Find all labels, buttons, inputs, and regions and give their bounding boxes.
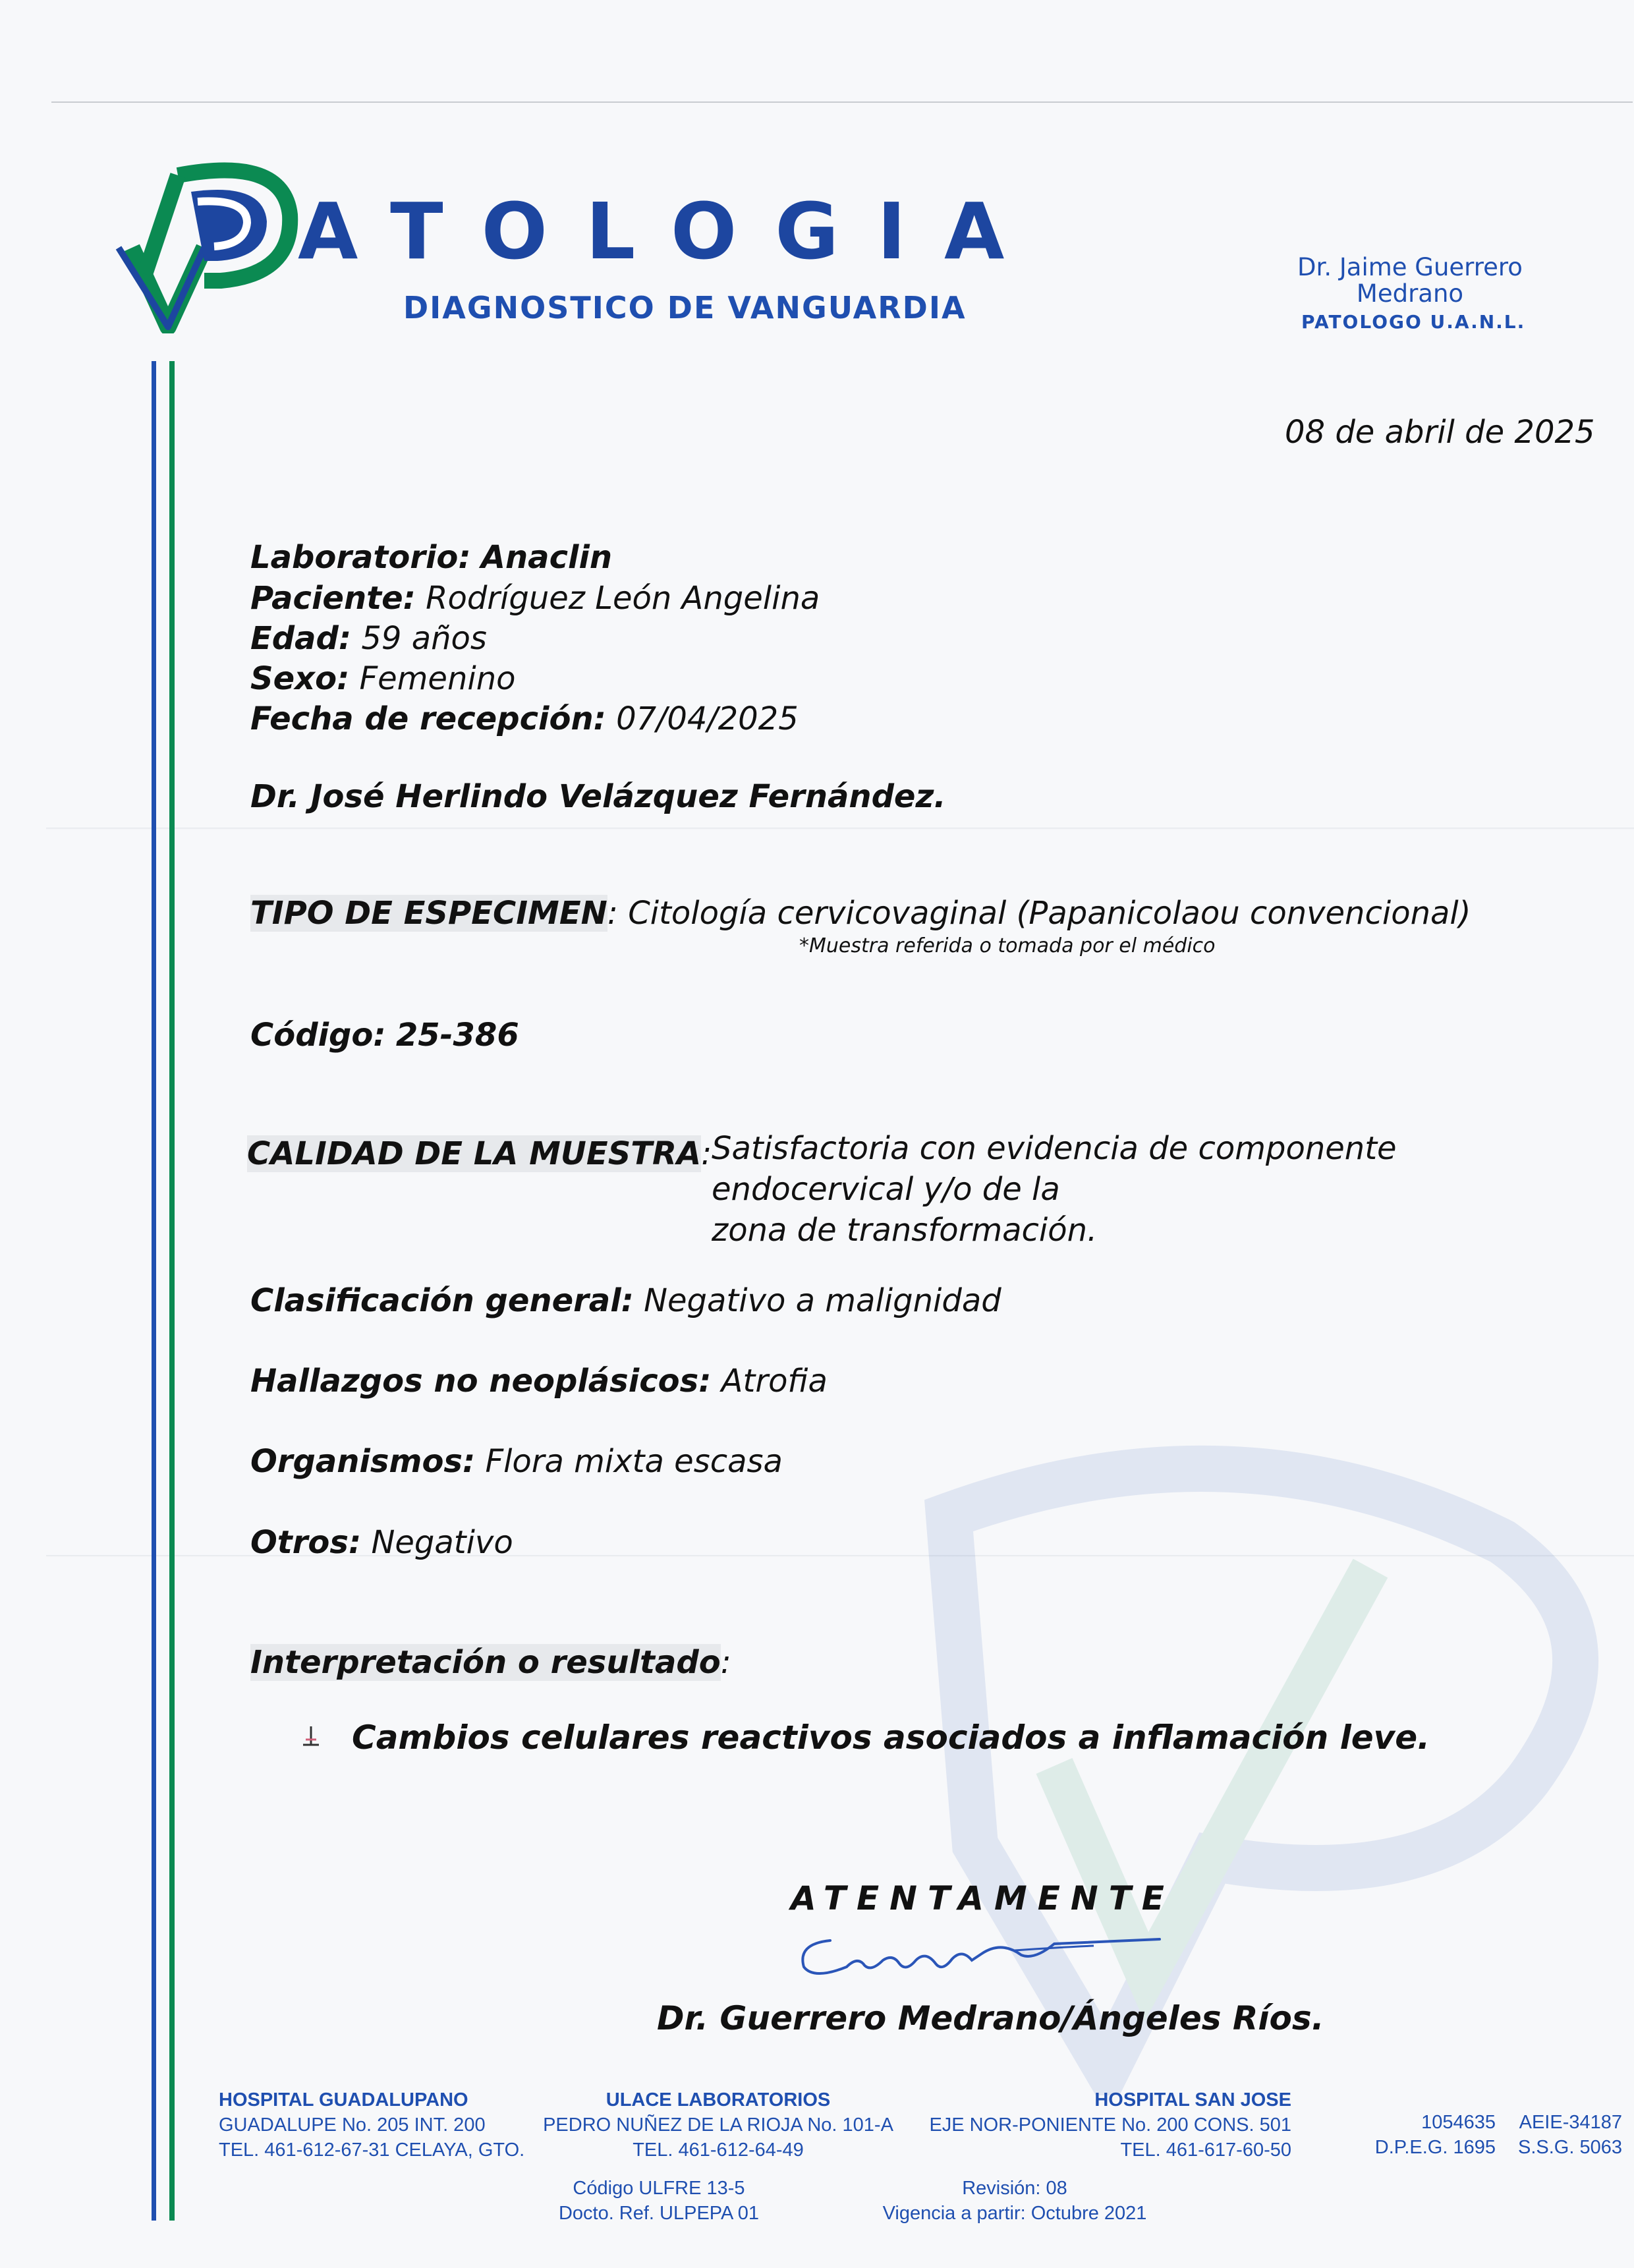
non-neoplastic-row (250, 1361, 828, 1402)
quality-label: CALIDAD DE LA MUESTRA (247, 1135, 702, 1172)
hospital2-address: EJE NOR-PONIENTE No. 200 CONS. 501 (929, 2114, 1291, 2136)
lab-row (250, 537, 612, 578)
referring-doctor-row (250, 776, 946, 817)
others-value: Negativo (371, 1524, 513, 1561)
hospital1-address: GUADALUPE No. 205 INT. 200 (219, 2114, 486, 2136)
hospital2-name: HOSPITAL SAN JOSE (1094, 2089, 1291, 2111)
reception-row (250, 698, 799, 739)
hospital1-phone: TEL. 461-612-67-31 CELAYA, GTO. (219, 2140, 525, 2161)
footer-revision (876, 2176, 1153, 2226)
non-neoplastic-label: Hallazgos no neoplásicos: (250, 1363, 712, 1400)
registry-1054635: 1054635 (1421, 2112, 1496, 2133)
specimen-note: *Muestra referida o tomada por el médico (799, 934, 1216, 957)
left-rule-blue (152, 361, 156, 2221)
age-row (250, 618, 487, 659)
footer-ulace-labs (540, 2087, 896, 2163)
fold-crease-upper (46, 828, 1634, 830)
closing-text: ATENTAMENTE (791, 1879, 1175, 1917)
registry-aeie: AEIE-34187 (1519, 2112, 1622, 2133)
specimen-type-row: TIPO DE ESPECIMEN: Citología cervicovaginal (Papanicolaou convencional) (250, 895, 1471, 932)
reception-label: Fecha de recepción: (250, 700, 606, 737)
code-row (250, 1015, 519, 1056)
code-value: 25-386 (395, 1017, 519, 1054)
lab-label: Laboratorio: (250, 539, 471, 576)
revision: Revisión: 08 (962, 2178, 1067, 2199)
footer-hospital-san-jose (922, 2087, 1291, 2163)
patient-value: Rodríguez León Angelina (426, 580, 820, 617)
hospital1-name: HOSPITAL GUADALUPANO (219, 2089, 468, 2111)
handwritten-signature (784, 1914, 1166, 1987)
registry-ssg: S.S.G. 5063 (1518, 2137, 1622, 2158)
reception-value: 07/04/2025 (616, 700, 799, 737)
sex-label: Sexo: (250, 660, 350, 697)
organisms-label: Organismos: (250, 1443, 476, 1480)
doctor-title: PATOLOGO U.A.N.L. (1301, 311, 1526, 333)
patologia-logo-icon (105, 149, 303, 333)
age-value: 59 años (361, 620, 487, 657)
report-date: 08 de abril de 2025 (1285, 414, 1595, 451)
lab-phone: TEL. 461-612-64-49 (633, 2140, 804, 2161)
organisms-row (250, 1441, 783, 1482)
quality-line-1: Satisfactoria con evidencia de componente endocervical y/o de la (712, 1130, 1397, 1208)
patient-row (250, 578, 820, 619)
lab-value: Anaclin (480, 539, 613, 576)
specimen-type-label: TIPO DE ESPECIMEN (250, 895, 607, 932)
organisms-value: Flora mixta escasa (485, 1443, 783, 1480)
classification-value: Negativo a malignidad (644, 1282, 1001, 1319)
referring-doctor: Dr. José Herlindo Velázquez Fernández. (250, 778, 946, 815)
classification-label: Clasificación general: (250, 1282, 634, 1319)
quality-line-2: zona de transformación. (712, 1212, 1098, 1249)
sex-value: Femenino (359, 660, 516, 697)
result-text: Cambios celulares reactivos asociados a inflamación leve. (352, 1718, 1430, 1757)
signer-name: Dr. Guerrero Medrano/Ángeles Ríos. (657, 1999, 1324, 2037)
others-label: Otros: (250, 1524, 362, 1561)
age-label: Edad: (250, 620, 352, 657)
left-rule-green (169, 361, 175, 2221)
top-rule (51, 101, 1633, 103)
specimen-type-value: Citología cervicovaginal (Papanicolaou convencional) (628, 895, 1471, 932)
lab-name: ULACE LABORATORIOS (606, 2089, 831, 2111)
footer-doc-code (540, 2176, 777, 2226)
classification-row (250, 1280, 1001, 1321)
hospital2-phone: TEL. 461-617-60-50 (1120, 2140, 1291, 2161)
interpretation-label: Interpretación o resultado (250, 1644, 721, 1681)
doc-code: Código ULFRE 13-5 (573, 2178, 745, 2199)
interpretation-row: Interpretación o resultado: (250, 1644, 731, 1681)
doctor-name: Dr. Jaime Guerrero Medrano (1297, 253, 1523, 308)
registry-dpeg: D.P.E.G. 1695 (1374, 2137, 1496, 2158)
watermark-logo-icon (870, 1436, 1634, 2095)
quality-row: CALIDAD DE LA MUESTRA: (247, 1135, 712, 1172)
validity: Vigencia a partir: Octubre 2021 (882, 2203, 1147, 2224)
footer-registry-left (1344, 2110, 1496, 2160)
code-label: Código: (250, 1017, 386, 1054)
footer-registry-right (1496, 2110, 1622, 2160)
lab-address: PEDRO NUÑEZ DE LA RIOJA No. 101-A (543, 2114, 893, 2136)
logo-wordmark: ATOLOGIA (298, 186, 1043, 277)
tagline: DIAGNOSTICO DE VANGUARDIA (403, 290, 967, 326)
sex-row (250, 658, 516, 699)
non-neoplastic-value: Atrofia (721, 1363, 828, 1400)
patient-label: Paciente: (250, 580, 416, 617)
others-row (250, 1522, 513, 1563)
doc-ref: Docto. Ref. ULPEPA 01 (558, 2203, 760, 2224)
bullet-arrow-icon (302, 1725, 320, 1749)
footer-hospital-guadalupano (219, 2087, 524, 2163)
quality-value (712, 1128, 1594, 1251)
